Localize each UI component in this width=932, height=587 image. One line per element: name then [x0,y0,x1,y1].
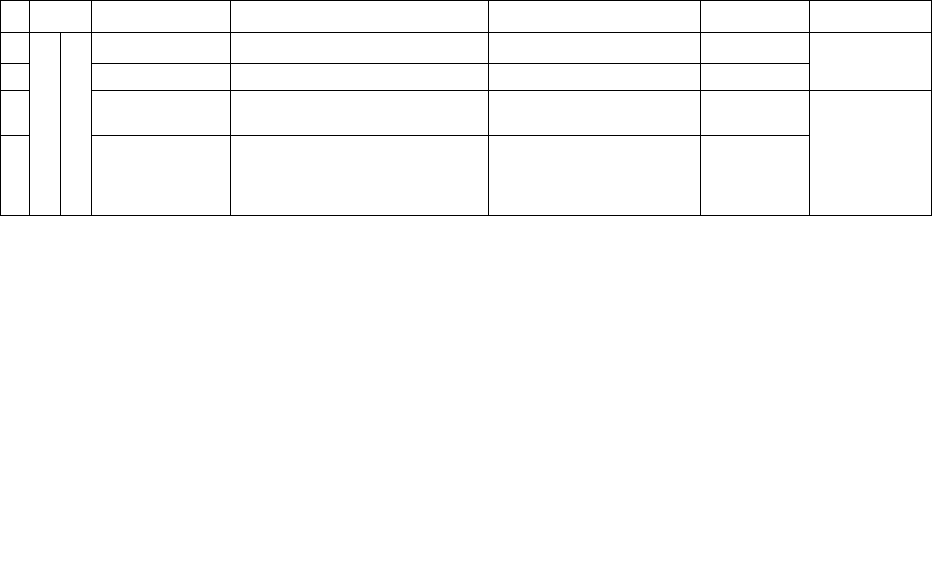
header-scope [701,1,810,33]
row-name [92,91,231,136]
row-scope [701,91,810,136]
row-performance [231,136,489,216]
row-support [810,33,932,91]
table-row [1,64,932,91]
row-performance [231,33,489,64]
header-performance [231,1,489,33]
header-standard [489,1,701,33]
standards-table [0,0,932,216]
row-standard [489,64,701,91]
header-name [92,1,231,33]
row-seq [1,64,30,91]
row-standard [489,136,701,216]
table-row [1,136,932,216]
header-category [30,1,92,33]
row-performance [231,64,489,91]
row-support [810,91,932,216]
row-scope [701,33,810,64]
row-scope [701,64,810,91]
header-seq [1,1,30,33]
row-seq [1,136,30,216]
row-scope [701,136,810,216]
header-row [1,1,932,33]
header-support [810,1,932,33]
table-row [1,33,932,64]
row-name [92,136,231,216]
table-row [1,91,932,136]
row-standard [489,33,701,64]
row-seq [1,33,30,64]
row-name [92,64,231,91]
row-seq [1,91,30,136]
row-name [92,33,231,64]
row-standard [489,91,701,136]
category-sub [61,33,92,216]
row-performance [231,91,489,136]
category-main [30,33,61,216]
